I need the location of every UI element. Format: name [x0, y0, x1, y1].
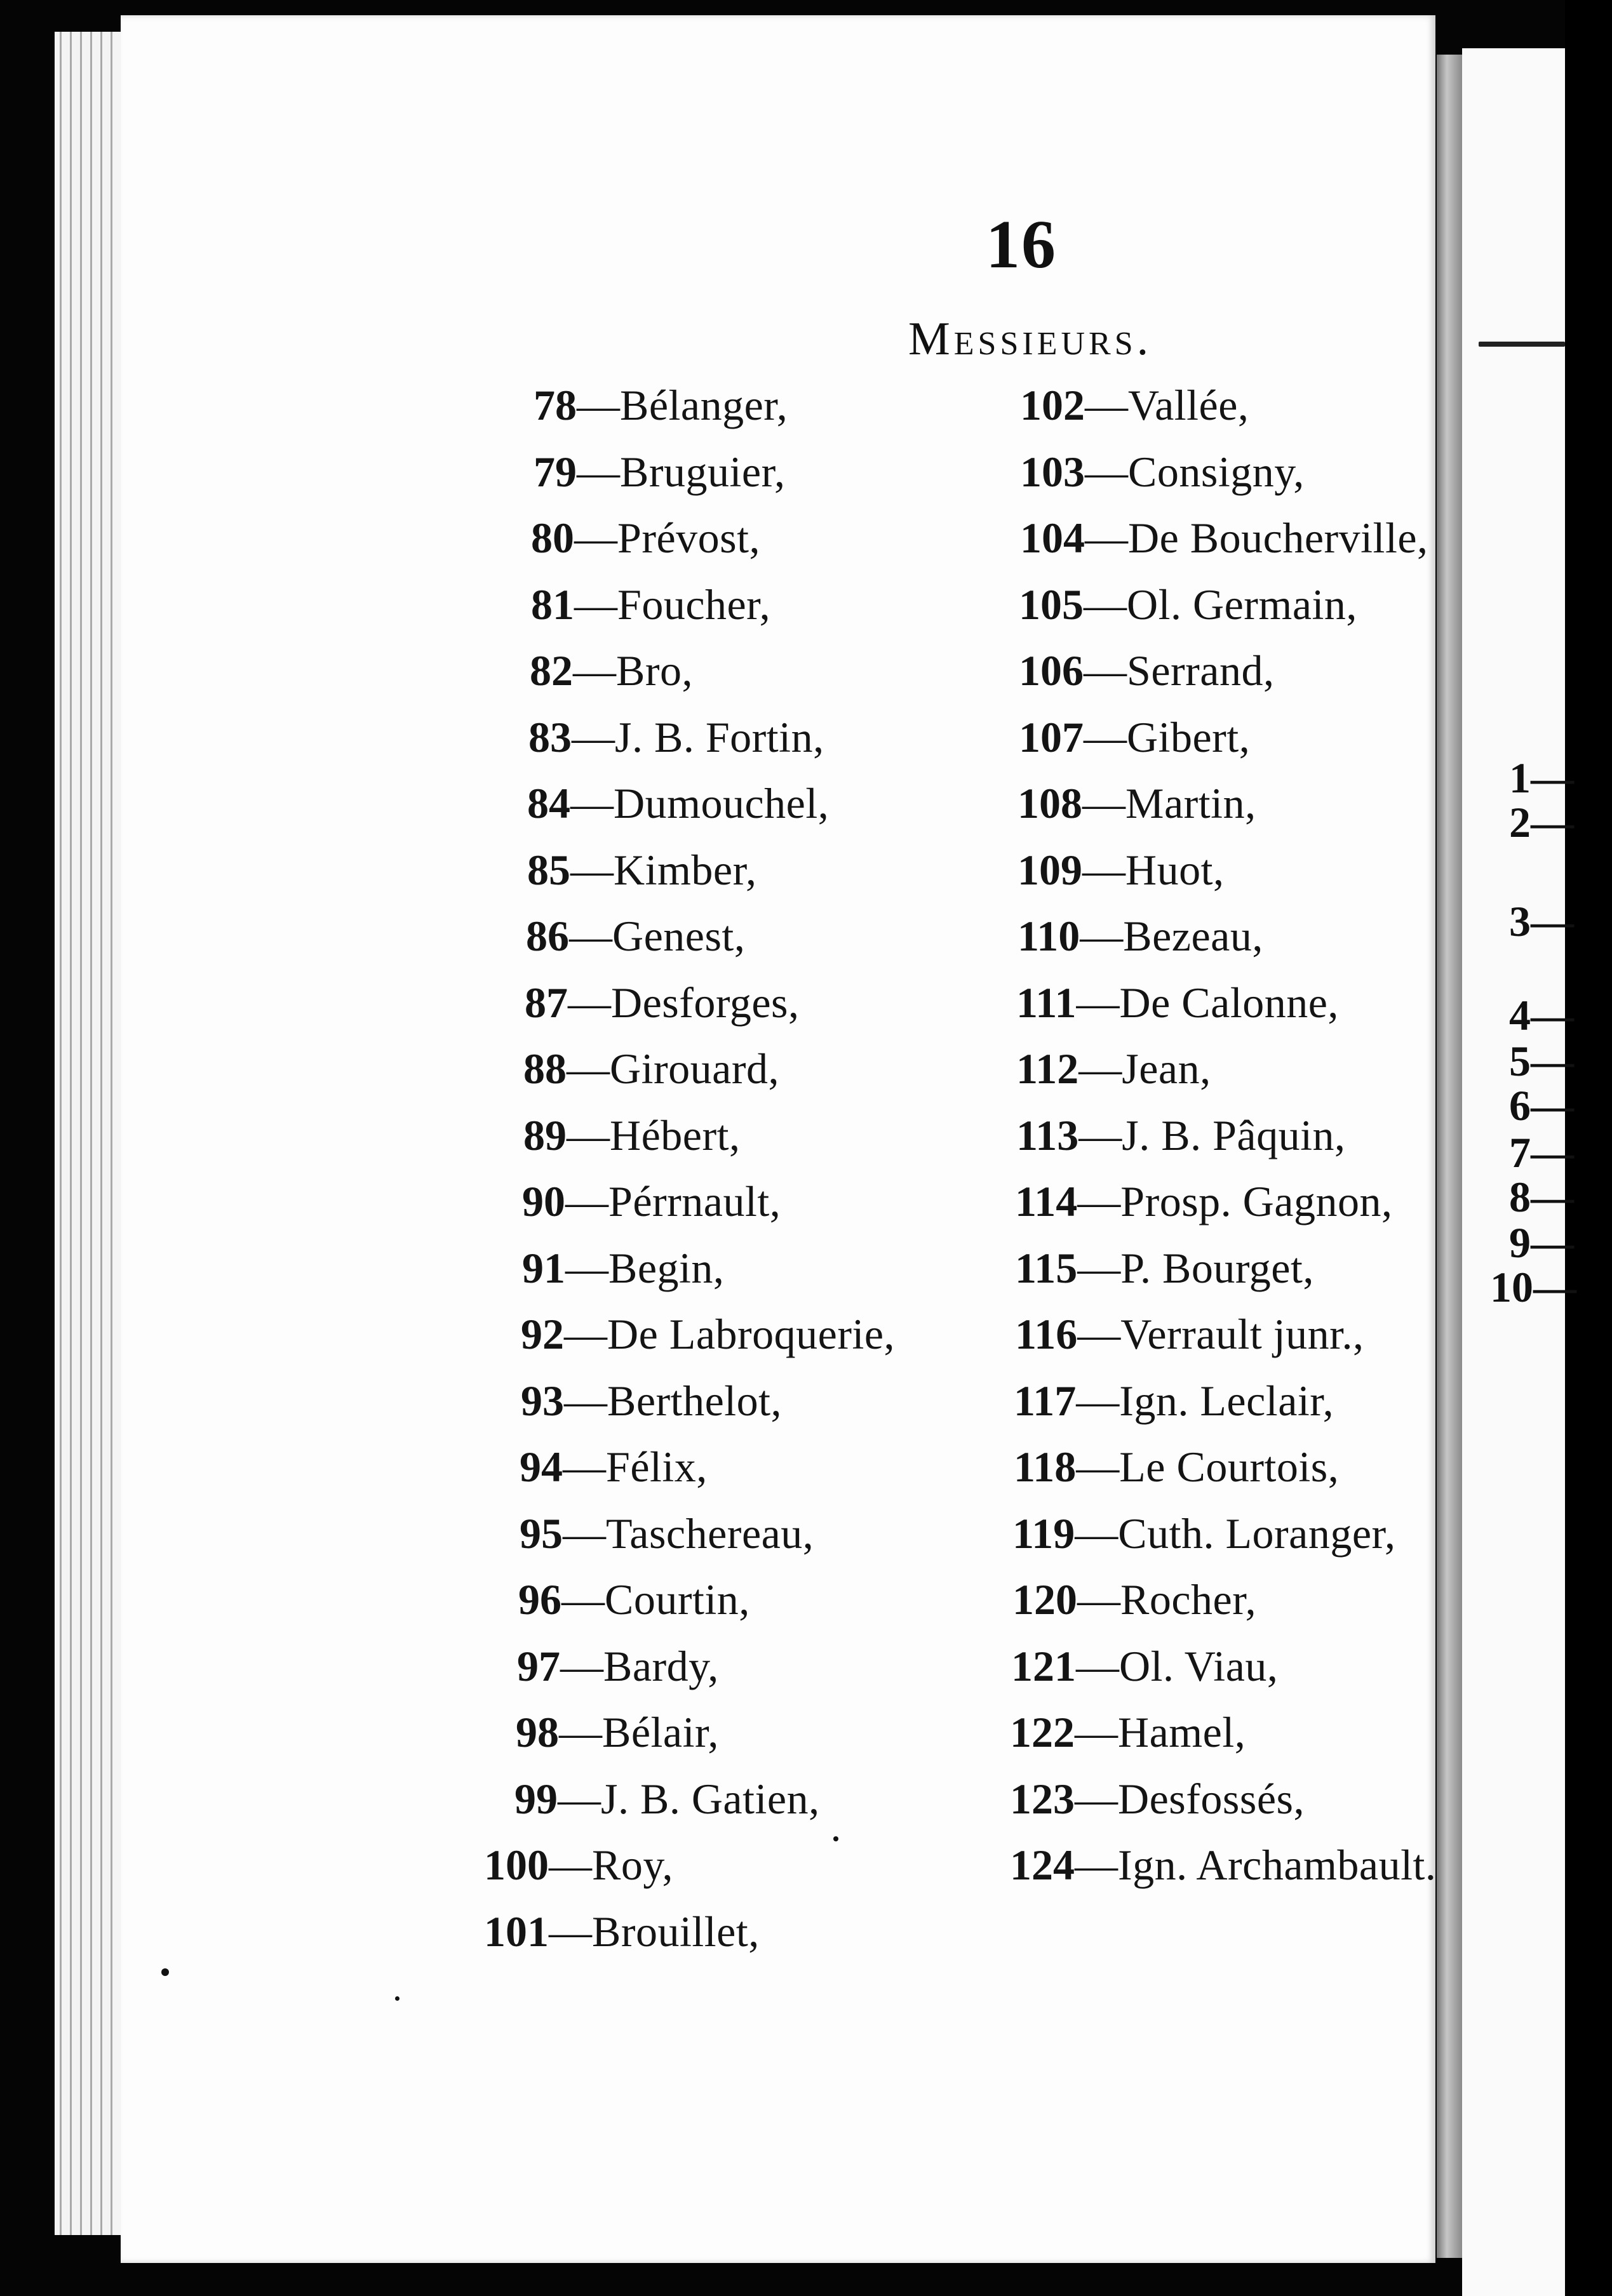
entry-name: Berthelot, — [607, 1376, 782, 1425]
entry-number: 109 — [1018, 845, 1082, 894]
entry-separator: — — [1084, 646, 1127, 695]
entry-separator: — — [559, 1708, 602, 1756]
entry-separator: — — [1078, 1111, 1122, 1159]
entry-separator: — — [565, 1177, 608, 1225]
next-page-fragment: 4— — [1509, 991, 1574, 1039]
book-page — [121, 15, 1435, 2263]
entry-separator: — — [1080, 912, 1124, 960]
entry-name: Begin, — [608, 1243, 725, 1292]
entry-separator: — — [563, 1443, 606, 1491]
name-entry — [523, 1036, 972, 1102]
entry-separator: — — [1077, 1310, 1121, 1358]
entry-name: Verrault junr., — [1120, 1310, 1364, 1358]
entry-name: Brouillet, — [592, 1907, 760, 1956]
name-entry — [523, 1102, 972, 1169]
entry-separator: — — [1077, 1575, 1120, 1624]
page-edge-line — [90, 32, 92, 2235]
entry-separator: — — [570, 779, 614, 827]
entry-separator: — — [574, 514, 617, 562]
ink-speck — [161, 1968, 169, 1976]
entry-number: 98 — [516, 1708, 559, 1756]
page-edge-line — [70, 32, 72, 2235]
entry-name: Jean, — [1122, 1045, 1211, 1093]
name-entry — [534, 439, 972, 505]
entry-separator: — — [572, 712, 615, 761]
entry-number: 107 — [1019, 712, 1084, 761]
entry-separator: — — [549, 1907, 592, 1956]
entry-separator: — — [569, 912, 612, 960]
entry-name: Dumouchel, — [614, 779, 830, 827]
next-page-rule — [1479, 342, 1565, 347]
entry-number: 105 — [1019, 580, 1084, 629]
entry-name: Courtin, — [605, 1575, 750, 1624]
entry-number: 124 — [1010, 1841, 1075, 1889]
entry-number: 94 — [520, 1443, 563, 1491]
entry-name: P. Bourget, — [1120, 1243, 1314, 1292]
next-page-fragment: 8— — [1509, 1173, 1574, 1221]
entry-number: 83 — [528, 712, 572, 761]
entry-separator: — — [1075, 1509, 1118, 1558]
entry-name: Taschereau, — [606, 1509, 814, 1558]
entry-number: 118 — [1014, 1443, 1077, 1491]
entry-name: Foucher, — [617, 580, 771, 629]
name-entry — [531, 505, 972, 571]
name-entry — [521, 1301, 972, 1368]
entry-name: J. B. Fortin, — [615, 712, 824, 761]
next-page-fragment: 9— — [1509, 1218, 1574, 1267]
entry-number: 99 — [514, 1774, 558, 1823]
entry-number: 82 — [530, 646, 573, 695]
entry-separator: — — [549, 1841, 592, 1889]
entry-name: Desforges, — [611, 978, 800, 1027]
entry-number: 84 — [527, 779, 570, 827]
entry-name: Girouard, — [610, 1045, 779, 1093]
entry-name: Consigny, — [1128, 447, 1305, 496]
entry-name: Bélair, — [602, 1708, 719, 1756]
entry-name: Ol. Germain, — [1127, 580, 1357, 629]
next-page-fragment: 7— — [1509, 1128, 1574, 1177]
entry-name: Prévost, — [617, 514, 760, 562]
entry-name: Hamel, — [1118, 1708, 1246, 1756]
next-page-fragment: 6— — [1509, 1081, 1574, 1130]
entry-number: 104 — [1020, 514, 1085, 562]
entry-name: J. B. Gatien, — [601, 1774, 820, 1823]
entry-number: 101 — [484, 1907, 549, 1956]
entry-name: Gibert, — [1127, 712, 1251, 761]
name-entry — [514, 1766, 972, 1832]
entry-separator: — — [1077, 1243, 1121, 1292]
entry-name: Ol. Viau, — [1119, 1641, 1279, 1690]
entry-separator: — — [1076, 1376, 1120, 1425]
entry-name: Rocher, — [1120, 1575, 1257, 1624]
entry-name: Bruguier, — [620, 447, 786, 496]
entry-number: 95 — [520, 1509, 563, 1558]
left-name-column — [484, 372, 972, 1965]
entry-separator: — — [568, 978, 611, 1027]
entry-name: Bezeau, — [1123, 912, 1263, 960]
entry-separator: — — [1076, 1443, 1120, 1491]
entry-separator: — — [1078, 1045, 1122, 1093]
entry-separator: — — [563, 1509, 606, 1558]
page-number: 16 — [986, 207, 1057, 283]
entry-number: 103 — [1020, 447, 1085, 496]
entry-number: 100 — [484, 1841, 549, 1889]
entry-name: Desfossés, — [1118, 1774, 1305, 1823]
entry-name: Pérrnault, — [608, 1177, 781, 1225]
next-page-fragment: 1— — [1509, 754, 1574, 802]
entry-number: 92 — [521, 1310, 564, 1358]
list-heading: Messieurs. — [908, 313, 1153, 365]
entry-number: 106 — [1019, 646, 1084, 695]
name-entry — [484, 1899, 972, 1965]
page-edge-line — [111, 32, 112, 2235]
entry-number: 113 — [1016, 1111, 1079, 1159]
entry-number: 87 — [525, 978, 568, 1027]
entry-separator: — — [1076, 978, 1120, 1027]
entry-separator: — — [1082, 845, 1125, 894]
entry-name: Cuth. Loranger, — [1118, 1509, 1396, 1558]
entry-separator: — — [1085, 514, 1128, 562]
entry-name: Roy, — [592, 1841, 673, 1889]
name-entry — [522, 1235, 972, 1302]
next-page-fragment: 5— — [1509, 1037, 1574, 1085]
entry-separator: — — [1085, 381, 1128, 429]
entry-number: 108 — [1018, 779, 1082, 827]
entry-separator: — — [1084, 580, 1127, 629]
entry-name: De Calonne, — [1119, 978, 1339, 1027]
name-entry — [527, 837, 972, 904]
entry-number: 96 — [518, 1575, 561, 1624]
name-entry — [516, 1699, 972, 1766]
next-page-fragment: 3— — [1509, 897, 1574, 945]
entry-name: De Labroquerie, — [607, 1310, 896, 1358]
entry-name: Prosp. Gagnon, — [1120, 1177, 1393, 1225]
entry-separator: — — [565, 1243, 608, 1292]
entry-number: 123 — [1010, 1774, 1075, 1823]
entry-separator: — — [564, 1310, 607, 1358]
entry-number: 115 — [1015, 1243, 1078, 1292]
entry-separator: — — [1075, 1841, 1118, 1889]
name-entry — [522, 1168, 972, 1235]
next-page-edge — [1462, 48, 1576, 2296]
book-gutter — [1437, 55, 1462, 2258]
entry-separator: — — [558, 1774, 601, 1823]
entry-separator: — — [567, 1111, 610, 1159]
entry-number: 120 — [1012, 1575, 1077, 1624]
next-page-fragment: 10— — [1490, 1263, 1576, 1311]
entry-number: 93 — [521, 1376, 564, 1425]
entry-number: 114 — [1015, 1177, 1078, 1225]
name-entry — [520, 1500, 972, 1567]
entry-separator: — — [1084, 712, 1127, 761]
name-entry — [518, 1566, 972, 1633]
page-edge-stack — [55, 32, 124, 2235]
entry-separator: — — [570, 845, 614, 894]
entry-separator: — — [564, 1376, 607, 1425]
entry-name: J. B. Pâquin, — [1122, 1111, 1346, 1159]
entry-name: Vallée, — [1128, 381, 1249, 429]
name-entry — [521, 1368, 972, 1434]
entry-number: 116 — [1015, 1310, 1078, 1358]
entry-number: 102 — [1020, 381, 1085, 429]
entry-number: 121 — [1011, 1641, 1076, 1690]
entry-separator: — — [573, 646, 616, 695]
entry-number: 112 — [1016, 1045, 1079, 1093]
entry-separator: — — [1085, 447, 1128, 496]
entry-number: 111 — [1016, 978, 1077, 1027]
name-entry — [531, 571, 972, 638]
name-entry — [534, 372, 972, 439]
entry-separator: — — [1075, 1774, 1118, 1823]
entry-name: Huot, — [1125, 845, 1225, 894]
entry-number: 81 — [531, 580, 574, 629]
entry-name: Genest, — [612, 912, 746, 960]
page-edge-line — [80, 32, 82, 2235]
name-entry — [525, 970, 972, 1036]
name-entry — [527, 770, 972, 837]
ink-speck — [833, 1836, 838, 1841]
entry-separator: — — [561, 1575, 605, 1624]
entry-name: Bélanger, — [620, 381, 788, 429]
entry-name: Le Courtois, — [1119, 1443, 1340, 1491]
entry-name: Kimber, — [614, 845, 757, 894]
entry-separator: — — [1077, 1177, 1121, 1225]
entry-separator: — — [567, 1045, 610, 1093]
entry-name: De Boucherville, — [1128, 514, 1428, 562]
entry-separator: — — [577, 381, 620, 429]
entry-separator: — — [574, 580, 617, 629]
entry-name: Hébert, — [610, 1111, 741, 1159]
entry-name: Ign. Leclair, — [1119, 1376, 1334, 1425]
entry-separator: — — [1075, 1708, 1118, 1756]
name-entry — [517, 1633, 972, 1700]
entry-number: 86 — [526, 912, 569, 960]
entry-name: Bardy, — [603, 1641, 719, 1690]
entry-name: Martin, — [1125, 779, 1256, 827]
entry-number: 117 — [1014, 1376, 1077, 1425]
entry-number: 97 — [517, 1641, 560, 1690]
entry-number: 80 — [531, 514, 574, 562]
entry-number: 89 — [523, 1111, 567, 1159]
entry-separator: — — [577, 447, 620, 496]
ink-speck — [395, 1996, 400, 2001]
name-entry — [520, 1434, 972, 1500]
entry-separator: — — [1082, 779, 1125, 827]
entry-number: 85 — [527, 845, 570, 894]
page-edge-line — [100, 32, 102, 2235]
name-entry — [526, 903, 972, 970]
entry-number: 78 — [534, 381, 577, 429]
entry-name: Ign. Archambault. — [1118, 1841, 1437, 1889]
entry-separator: — — [1076, 1641, 1119, 1690]
entry-number: 79 — [534, 447, 577, 496]
name-entry — [484, 1832, 972, 1899]
entry-number: 119 — [1012, 1509, 1075, 1558]
entry-name: Serrand, — [1127, 646, 1275, 695]
page-edge-line — [60, 32, 62, 2235]
entry-separator: — — [560, 1641, 603, 1690]
entry-number: 122 — [1010, 1708, 1075, 1756]
next-page-fragment: 2— — [1509, 798, 1574, 846]
name-entry — [528, 704, 972, 771]
entry-number: 88 — [523, 1045, 567, 1093]
entry-name: Félix, — [606, 1443, 708, 1491]
entry-number: 110 — [1018, 912, 1080, 960]
entry-number: 90 — [522, 1177, 565, 1225]
name-entry — [530, 637, 972, 704]
entry-name: Bro, — [616, 646, 693, 695]
entry-number: 91 — [522, 1243, 565, 1292]
